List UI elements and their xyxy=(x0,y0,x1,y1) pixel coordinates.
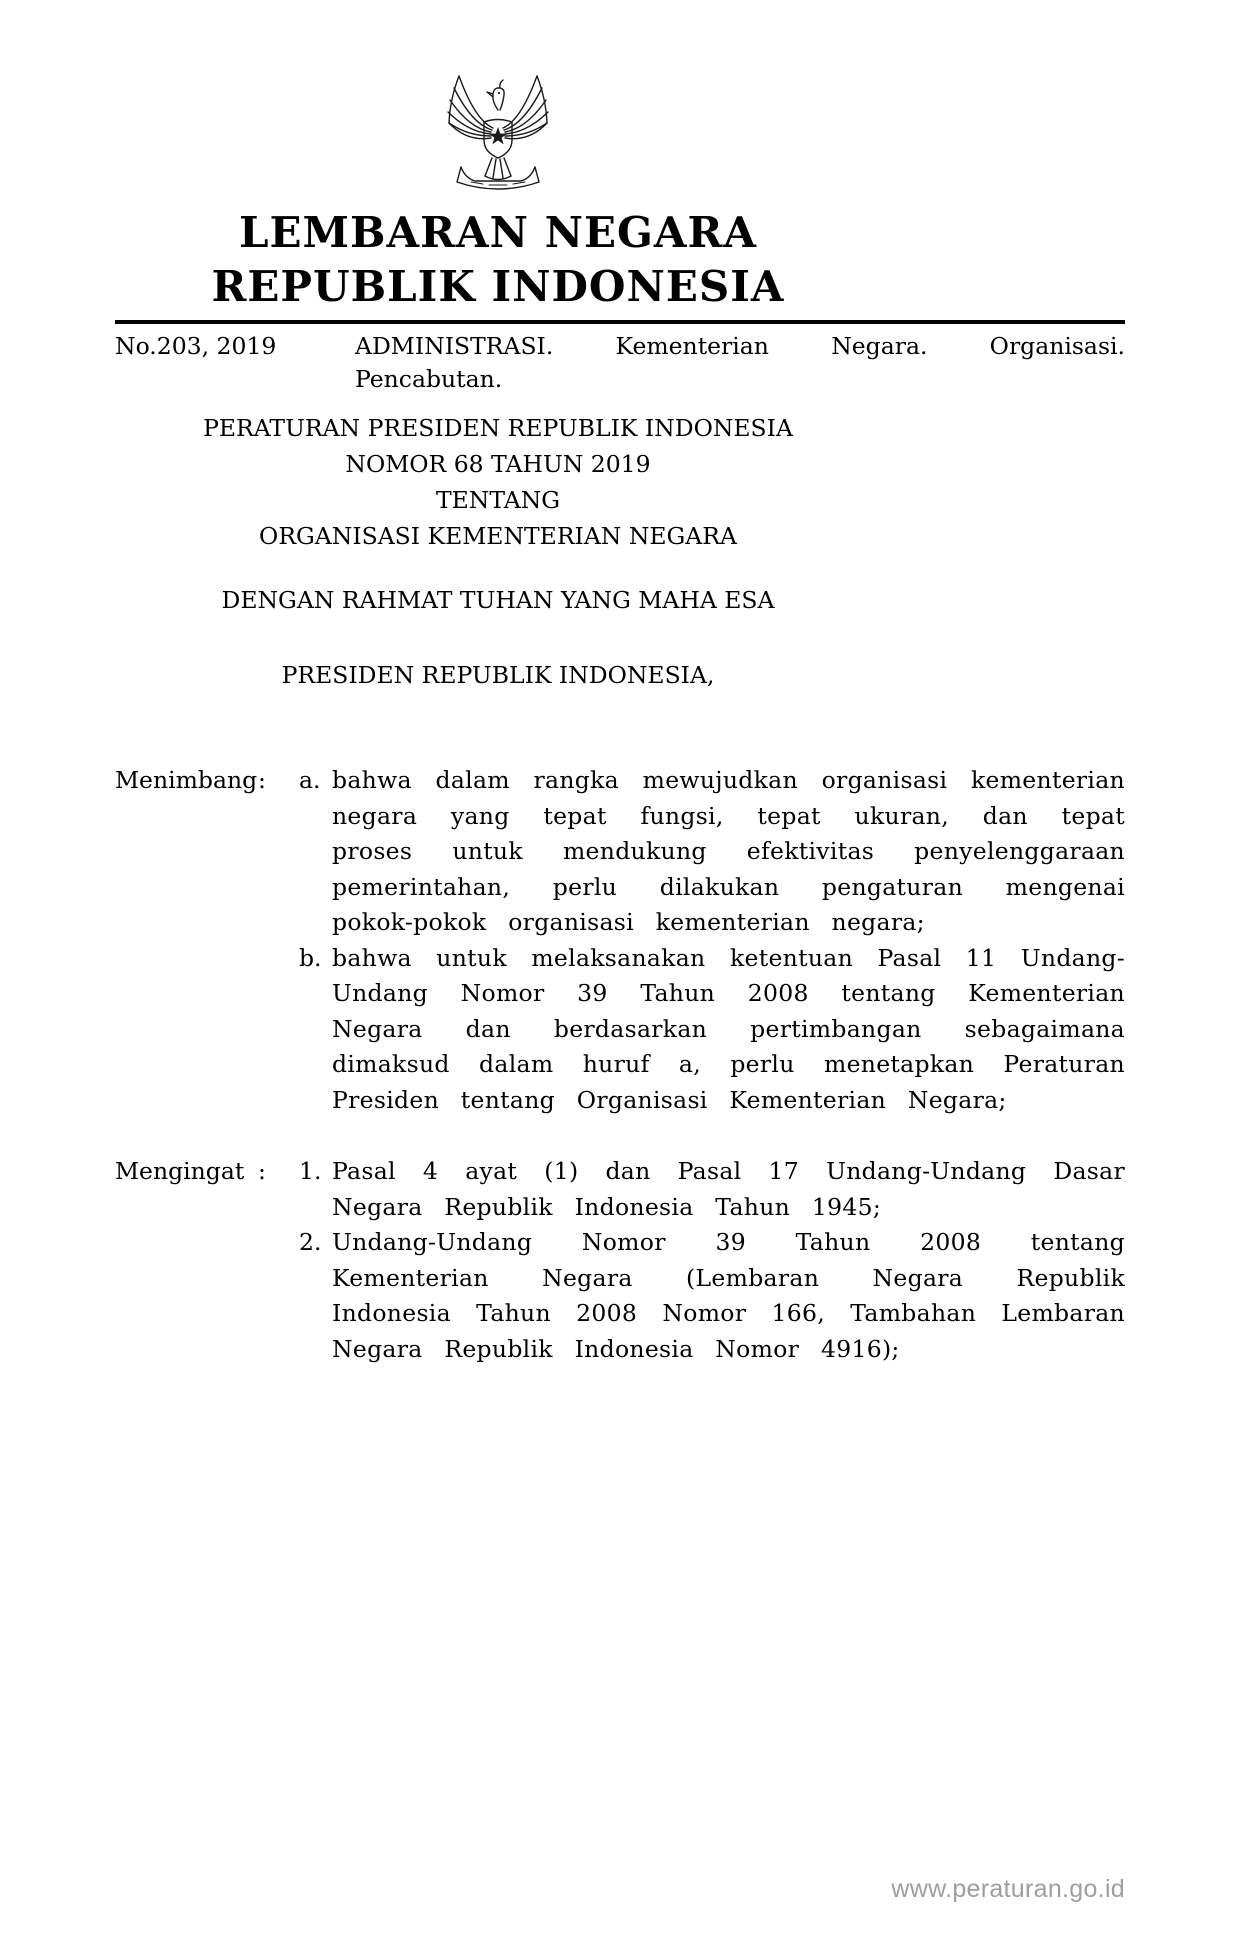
invocation-line: DENGAN RAHMAT TUHAN YANG MAHA ESA xyxy=(221,586,775,614)
subject-classification xyxy=(355,330,1125,396)
consideration-item-marker: b. xyxy=(299,943,322,972)
consideration-item-text: bahwa dalam rangka mewujudkan organisasi kementerian negara yang tepat fungsi, tepat ukuran, dan tepat proses untuk mendukung efektivitas penyelenggaraan pemerintahan, perlu dilakukan pengaturan mengenai pokok-pokok organisasi kementerian negara; xyxy=(332,766,1125,936)
gazette-title-line1: LEMBARAN NEGARA xyxy=(239,208,757,257)
consideration-item xyxy=(299,763,1125,941)
masthead-divider xyxy=(115,320,1125,324)
masthead xyxy=(115,0,881,314)
considerations-colon: : xyxy=(258,766,266,794)
legal-basis-colon: : xyxy=(258,1157,266,1185)
issue-number: No.203, 2019 xyxy=(115,332,277,360)
regulation-heading-line2: NOMOR 68 TAHUN 2019 xyxy=(345,450,651,478)
regulation-heading-line3: TENTANG xyxy=(435,486,561,514)
legal-basis-item-text: Undang-Undang Nomor 39 Tahun 2008 tentang Kementerian Negara (Lembaran Negara Republik Indonesia Tahun 2008 Nomor 166, Tambahan Lembaran Negara Republik Indonesia Nomor 4916); xyxy=(332,1228,1125,1363)
issue-row xyxy=(115,330,1125,396)
emblem-wrap xyxy=(115,0,881,190)
gazette-title-line2: REPUBLIK INDONESIA xyxy=(211,262,785,311)
regulation-heading xyxy=(115,410,881,554)
legal-basis-item xyxy=(299,1154,1125,1225)
legal-basis-section xyxy=(115,1154,1125,1367)
garuda-pancasila-icon xyxy=(437,64,559,190)
regulation-heading-line1: PERATURAN PRESIDEN REPUBLIK INDONESIA xyxy=(203,414,793,442)
subject-line1: ADMINISTRASI. Kementerian Negara. Organisasi. xyxy=(355,332,1125,360)
consideration-item xyxy=(299,941,1125,1119)
legal-basis-item-marker: 1. xyxy=(299,1157,322,1185)
considerations-items xyxy=(299,763,1125,1118)
source-watermark: www.peraturan.go.id xyxy=(891,1875,1125,1903)
legal-basis-item xyxy=(299,1225,1125,1367)
legal-basis-item-marker: 2. xyxy=(299,1228,322,1256)
legal-basis-item-text: Pasal 4 ayat (1) dan Pasal 17 Undang-Undang Dasar Negara Republik Indonesia Tahun 1945; xyxy=(332,1157,1125,1221)
consideration-item-marker: a. xyxy=(299,766,321,794)
enacting-authority-line: PRESIDEN REPUBLIK INDONESIA, xyxy=(281,661,715,689)
considerations-section xyxy=(115,763,1125,1118)
regulation-heading-line4: ORGANISASI KEMENTERIAN NEGARA xyxy=(259,522,737,550)
considerations-label: Menimbang xyxy=(115,766,258,794)
gazette-title xyxy=(115,206,881,314)
legal-basis-label: Mengingat xyxy=(115,1157,245,1185)
legal-basis-items xyxy=(299,1154,1125,1367)
subject-line2: Pencabutan. xyxy=(355,365,503,393)
consideration-item-text: bahwa untuk melaksanakan ketentuan Pasal 11 Undang-Undang Nomor 39 Tahun 2008 tentang Kementerian Negara dan berdasarkan pertimbangan sebagaimana dimaksud dalam huruf a, perlu menetapkan Peraturan Presiden tentang Organisasi Kementerian Negara; xyxy=(332,943,1125,1114)
